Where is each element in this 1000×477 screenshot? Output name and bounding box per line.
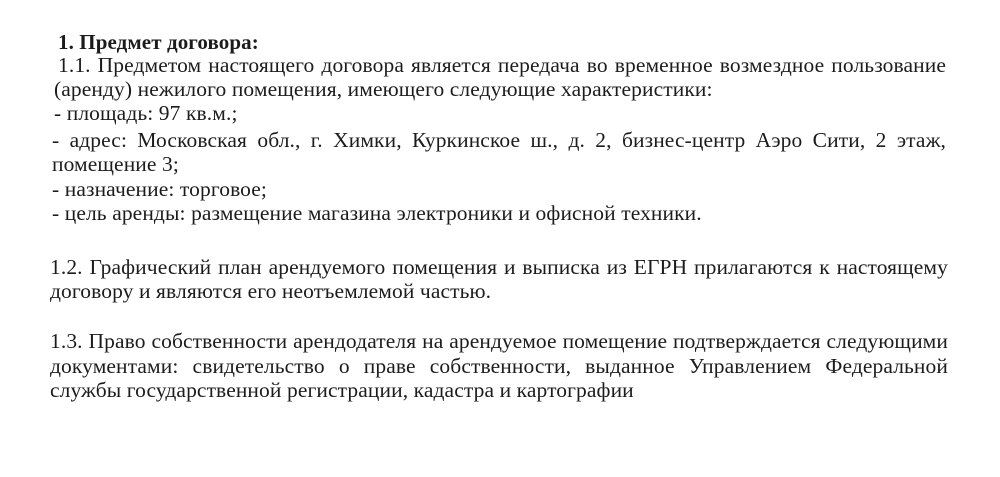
goal-item: - цель аренды: размещение магазина электроники и офисной техники. (52, 201, 702, 225)
paragraph-1-3-line-3: службы государственной регистрации, кадастра и картографии (50, 378, 634, 402)
address-item-line-2: помещение 3; (52, 152, 179, 176)
paragraph-1-3-line-1: 1.3. Право собственности арендодателя на арендуемое помещение подтверждается следующими (50, 329, 948, 353)
paragraph-1-1-line-2: (аренду) нежилого помещения, имеющего следующие характеристики: (54, 77, 713, 101)
paragraph-1-3-line-2: документами: свидетельство о праве собственности, выданное Управлением Федеральной (50, 354, 948, 378)
address-item-line-1: - адрес: Московская обл., г. Химки, Куркинское ш., д. 2, бизнес-центр Аэро Сити, 2 этаж, (52, 128, 946, 152)
paragraph-1-2-line-1: 1.2. Графический план арендуемого помещения и выписка из ЕГРН прилагаются к настоящему (50, 255, 948, 279)
purpose-item: - назначение: торговое; (52, 177, 268, 201)
area-item: - площадь: 97 кв.м.; (54, 101, 238, 125)
paragraph-1-2-line-2: договору и являются его неотъемлемой частью. (50, 279, 492, 303)
paragraph-1-1-line-1: 1.1. Предметом настоящего договора является передача во временное возмездное пользование (58, 53, 946, 77)
section-heading: 1. Предмет договора: (58, 30, 259, 54)
